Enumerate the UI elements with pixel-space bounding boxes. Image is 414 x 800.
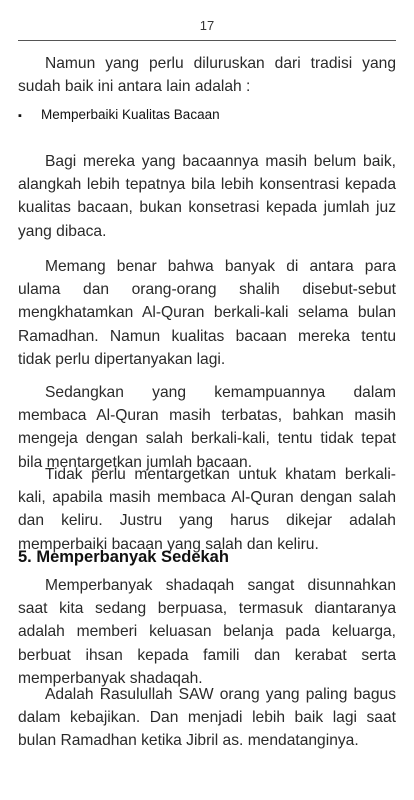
body-paragraph: Bagi mereka yang bacaannya masih belum baik, alangkah lebih tepatnya bila lebih konsentrasi kepada kualitas bacaan, bukan konsetrasi kepada jumlah juz yang dibaca. [18, 153, 396, 240]
bullet-square-icon: ▪ [18, 110, 22, 122]
bullet-label: Memperbaiki Kualitas Bacaan [41, 107, 220, 122]
bullet-item [18, 106, 396, 125]
page-number: 17 [199, 18, 215, 33]
header-divider [18, 40, 396, 41]
section-paragraph: Memperbanyak shadaqah sangat disunnahkan saat kita sedang berpuasa, termasuk diantaranya adalah memberi keluasan belanja pada keluarga, berbuat ihsan kepada famili dan kerabat serta memperbanyak shadaqah. [18, 577, 396, 687]
section-heading: 5. Memperbanyak Sedekah [18, 548, 229, 566]
intro-paragraph: Namun yang perlu diluruskan dari tradisi yang sudah baik ini antara lain adalah : [18, 55, 396, 96]
body-paragraph: Memang benar bahwa banyak di antara para ulama dan orang-orang shalih disebut-sebut mengkhatamkan Al-Quran berkali-kali selama bulan Ramadhan. Namun kualitas bacaan mereka tentu tidak perlu dipertanyakan lagi. [18, 258, 396, 368]
section-paragraph: Adalah Rasulullah SAW orang yang paling bagus dalam kebajikan. Dan menjadi lebih baik lagi saat bulan Ramadhan ketika Jibril as. mendatanginya. [18, 686, 396, 750]
body-paragraph: Sedangkan yang kemampuannya dalam membaca Al-Quran masih terbatas, bahkan masih mengeja dengan salah berkali-kali, tentu tidak tepat bila mentargetkan jumlah bacaan. [18, 384, 396, 471]
body-paragraph: Tidak perlu mentargetkan untuk khatam berkali-kali, apabila masih membaca Al-Quran dengan salah dan keliru. Justru yang harus dikejar adalah memperbaiki bacaan yang salah dan keliru. [18, 466, 396, 553]
